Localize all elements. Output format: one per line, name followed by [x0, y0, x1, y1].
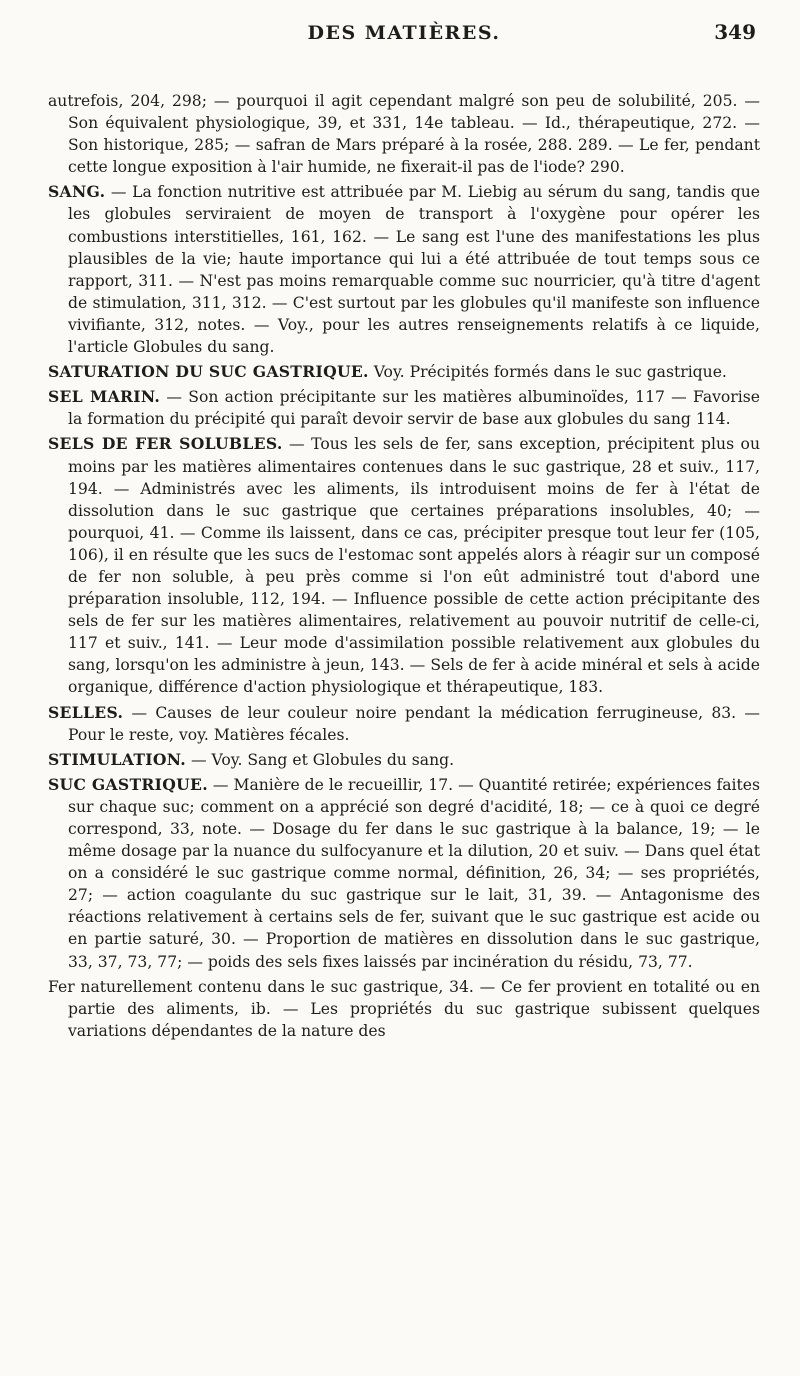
page-number: 349: [714, 20, 756, 44]
entry-text: — Causes de leur couleur noire pendant la médication ferrugineuse, 83. — Pour le reste, voy. Matières fécales.: [68, 703, 760, 744]
index-entries: [48, 90, 760, 1042]
index-entry-sel-marin: [48, 386, 760, 430]
entry-text: — Voy. Sang et Globules du sang.: [186, 750, 455, 769]
page-header: [48, 20, 760, 90]
index-entry-continuation: [48, 90, 760, 178]
index-entry-suc-gastrique: [48, 774, 760, 973]
index-entry-fer-continuation: [48, 976, 760, 1042]
entry-term: SELS DE FER SOLUBLES.: [48, 434, 283, 454]
index-entry-stimulation: [48, 749, 760, 771]
index-entry-sang: [48, 181, 760, 358]
entry-term: SELLES.: [48, 702, 124, 722]
entry-text: Fer naturellement contenu dans le suc gastrique, 34. — Ce fer provient en totalité ou en partie des aliments, ib. — Les propriétés du suc gastrique subissent quelques variations dépendantes de la nature des: [48, 977, 760, 1040]
entry-term: SEL MARIN.: [48, 387, 161, 407]
entry-term: SUC GASTRIQUE.: [48, 774, 208, 794]
index-entry-sels-de-fer: [48, 433, 760, 698]
entry-term: STIMULATION.: [48, 749, 186, 769]
entry-text: — La fonction nutritive est attribuée par M. Liebig au sérum du sang, tandis que les globules serviraient de moyen de transport à l'oxygène pour opérer les combustions interstitielles, 161, 162. — Le sang est l'une des manifestations les plus plausibles de la vie; haute importance qui lui a été attribuée de tout temps sous ce rapport, 311. — N'est pas moins remarquable comme suc nourricier, qu'à titre d'agent de stimulation, 311, 312. — C'est surtout par les globules qu'il manifeste son influence vivifiante, 312, notes. — Voy., pour les autres renseignements relatifs à ce liquide, l'article Globules du sang.: [68, 183, 760, 357]
entry-text: — Tous les sels de fer, sans exception, précipitent plus ou moins par les matières alimentaires contenues dans le suc gastrique, 28 et suiv., 117, 194. — Administrés avec les aliments, ils introduisent moins de fer à l'état de dissolution dans le suc gastrique que certaines préparations insolubles, 40; — pourquoi, 41. — Comme ils laissent, dans ce cas, précipiter presque tout leur fer (105, 106), il en résulte que les sucs de l'estomac sont appelés alors à réagir sur un composé de fer non soluble, à peu près comme si l'on eût administré tout d'abord une préparation insoluble, 112, 194. — Influence possible de cette action précipitante des sels de fer sur les matières alimentaires, relativement au pouvoir nutritif de celle-ci, 117 et suiv., 141. — Leur mode d'assimilation possible relativement aux globules du sang, lorsqu'on les administre à jeun, 143. — Sels de fer à acide minéral et sels à acide organique, différence d'action physiologique et thérapeutique, 183.: [68, 435, 760, 697]
entry-text: — Manière de le recueillir, 17. — Quantité retirée; expériences faites sur chaque suc; comment on a apprécié son degré d'acidité, 18; — ce à quoi ce degré correspond, 33, note. — Dosage du fer dans le suc gastrique à la balance, 19; — le même dosage par la nuance du sulfocyanure et la dilution, 20 et suiv. — Dans quel état on a considéré le suc gastrique comme normal, définition, 26, 34; — ses propriétés, 27; — action coagulante du suc gastrique sur le lait, 31, 39. — Antagonisme des réactions relativement à certains sels de fer, suivant que le suc gastrique est acide ou en partie saturé, 30. — Proportion de matières en dissolution dans le suc gastrique, 33, 37, 73, 77; — poids des sels fixes laissés par incinération du résidu, 73, 77.: [68, 775, 760, 971]
entry-text: — Son action précipitante sur les matières albuminoïdes, 117 — Favorise la formation du précipité qui paraît devoir servir de base aux globules du sang 114.: [68, 388, 760, 429]
index-entry-selles: [48, 702, 760, 746]
running-head: DES MATIÈRES.: [307, 22, 501, 44]
entry-text: autrefois, 204, 298; — pourquoi il agit cependant malgré son peu de solubilité, 205. — Son équivalent physiologique, 39, et 331, 14e tableau. — Id., thérapeutique, 272. — Son historique, 285; — safran de Mars préparé à la rosée, 288. 289. — Le fer, pendant cette longue exposition à l'air humide, ne fixerait-il pas de l'iode? 290.: [48, 92, 760, 177]
entry-term: SATURATION DU SUC GASTRIQUE.: [48, 362, 369, 382]
entry-term: SANG.: [48, 182, 106, 202]
index-entry-saturation: [48, 361, 760, 383]
entry-text: Voy. Précipités formés dans le suc gastrique.: [368, 363, 727, 382]
